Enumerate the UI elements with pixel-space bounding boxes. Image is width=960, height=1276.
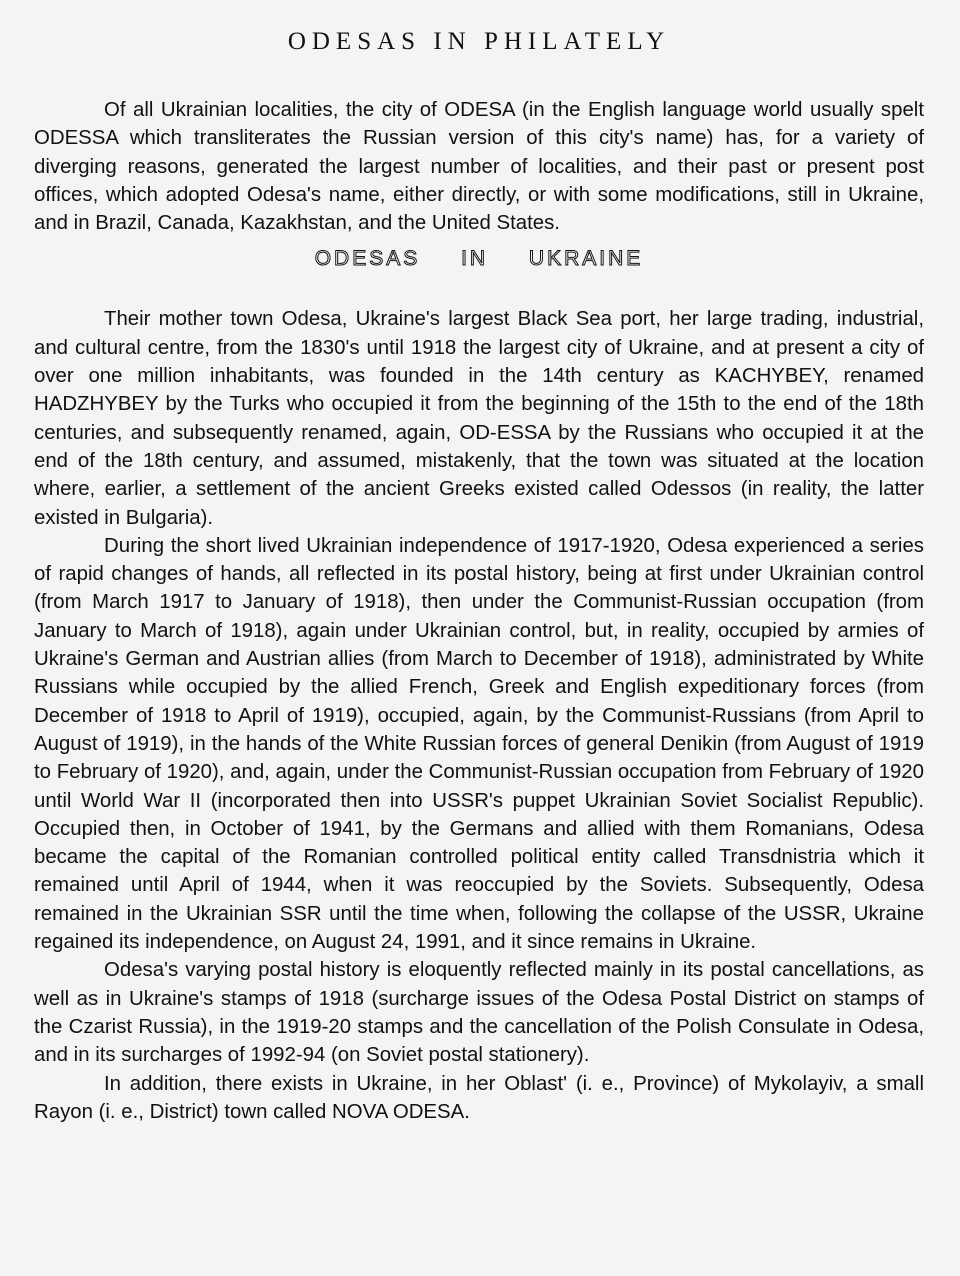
paragraph-independence: During the short lived Ukrainian independence of 1917-1920, Odesa experienced a series of rapid changes of hands, all reflected in its postal history, being at first under Ukrainian control (from March 1917 to January of 1918), then under the Communist-Russian occupation (from January to March of 1918), again under Ukrainian control, but, in reality, occupied by armies of Ukraine's German and Austrian allies (from March to December of 1918), administrated by White Russians while occupied by the allied French, Greek and English expeditionary forces (from December of 1918 to April of 1919), occupied, again, by the Communist-Russians (from April to August of 1919), in the hands of the White Russian forces of general Denikin (from August of 1919 to February of 1920), and, again, under the Communist-Russian occupation from February of 1920 until World War II (incorporated then into USSR's puppet Ukrainian Soviet Socialist Republic). Occupied then, in October of 1941, by the Germans and allied with them Romanians, Odesa became the capital of the Romanian controlled political entity called Transdnistria which it remained until April of 1944, when it was reoccupied by the Soviets. Subsequently, Odesa remained in the Ukrainian SSR until the time when, following the collapse of the USSR, Ukraine regained its independence, on August 24, 1991, and it since remains in Ukraine.	[34, 534, 924, 954]
paragraph-nova-odesa: In addition, there exists in Ukraine, in her Oblast' (i. e., Province) of Mykolayiv, a small Rayon (i. e., District) town called NOVA ODESA.	[34, 1072, 924, 1123]
paragraph-history: Their mother town Odesa, Ukraine's largest Black Sea port, her large trading, industrial, and cultural centre, from the 1830's until 1918 the largest city of Ukraine, and at present a city of over one million inhabitants, was founded in the 14th century as KACHYBEY, renamed HADZHYBEY by the Turks who occupied it from the beginning of the 15th to the end of the 18th centuries, and subsequently renamed, again, OD-ESSA by the Russians who occupied it at the end of the 18th century, and assumed, mistakenly, that the town was situated at the location where, earlier, a settlement of the ancient Greeks existed called Odessos (in reality, the latter existed in Bulgaria).	[34, 308, 924, 529]
intro-paragraph: Of all Ukrainian localities, the city of ODESA (in the English language world usually spelt ODESSA which transliterates the Russian version of this city's name) has, for a variety of diverging reasons, generated the largest number of localities, and their past or present post offices, which adopted Odesa's name, either directly, or with some modifications, still in Ukraine, and in Brazil, Canada, Kazakhstan, and the United States.	[34, 99, 924, 235]
section-title: ODESAS IN UKRAINE	[314, 247, 644, 271]
page-title: ODESAS IN PHILATELY	[287, 28, 671, 55]
paragraph-postal-history: Odesa's varying postal history is eloquently reflected mainly in its postal cancellations, as well as in Ukraine's stamps of 1918 (surcharge issues of the Odesa Postal District on stamps of the Czarist Russia), in the 1919-20 stamps and the cancellation of the Polish Consulate in Odesa, and in its surcharges of 1992-94 (on Soviet postal stationery).	[34, 959, 924, 1067]
